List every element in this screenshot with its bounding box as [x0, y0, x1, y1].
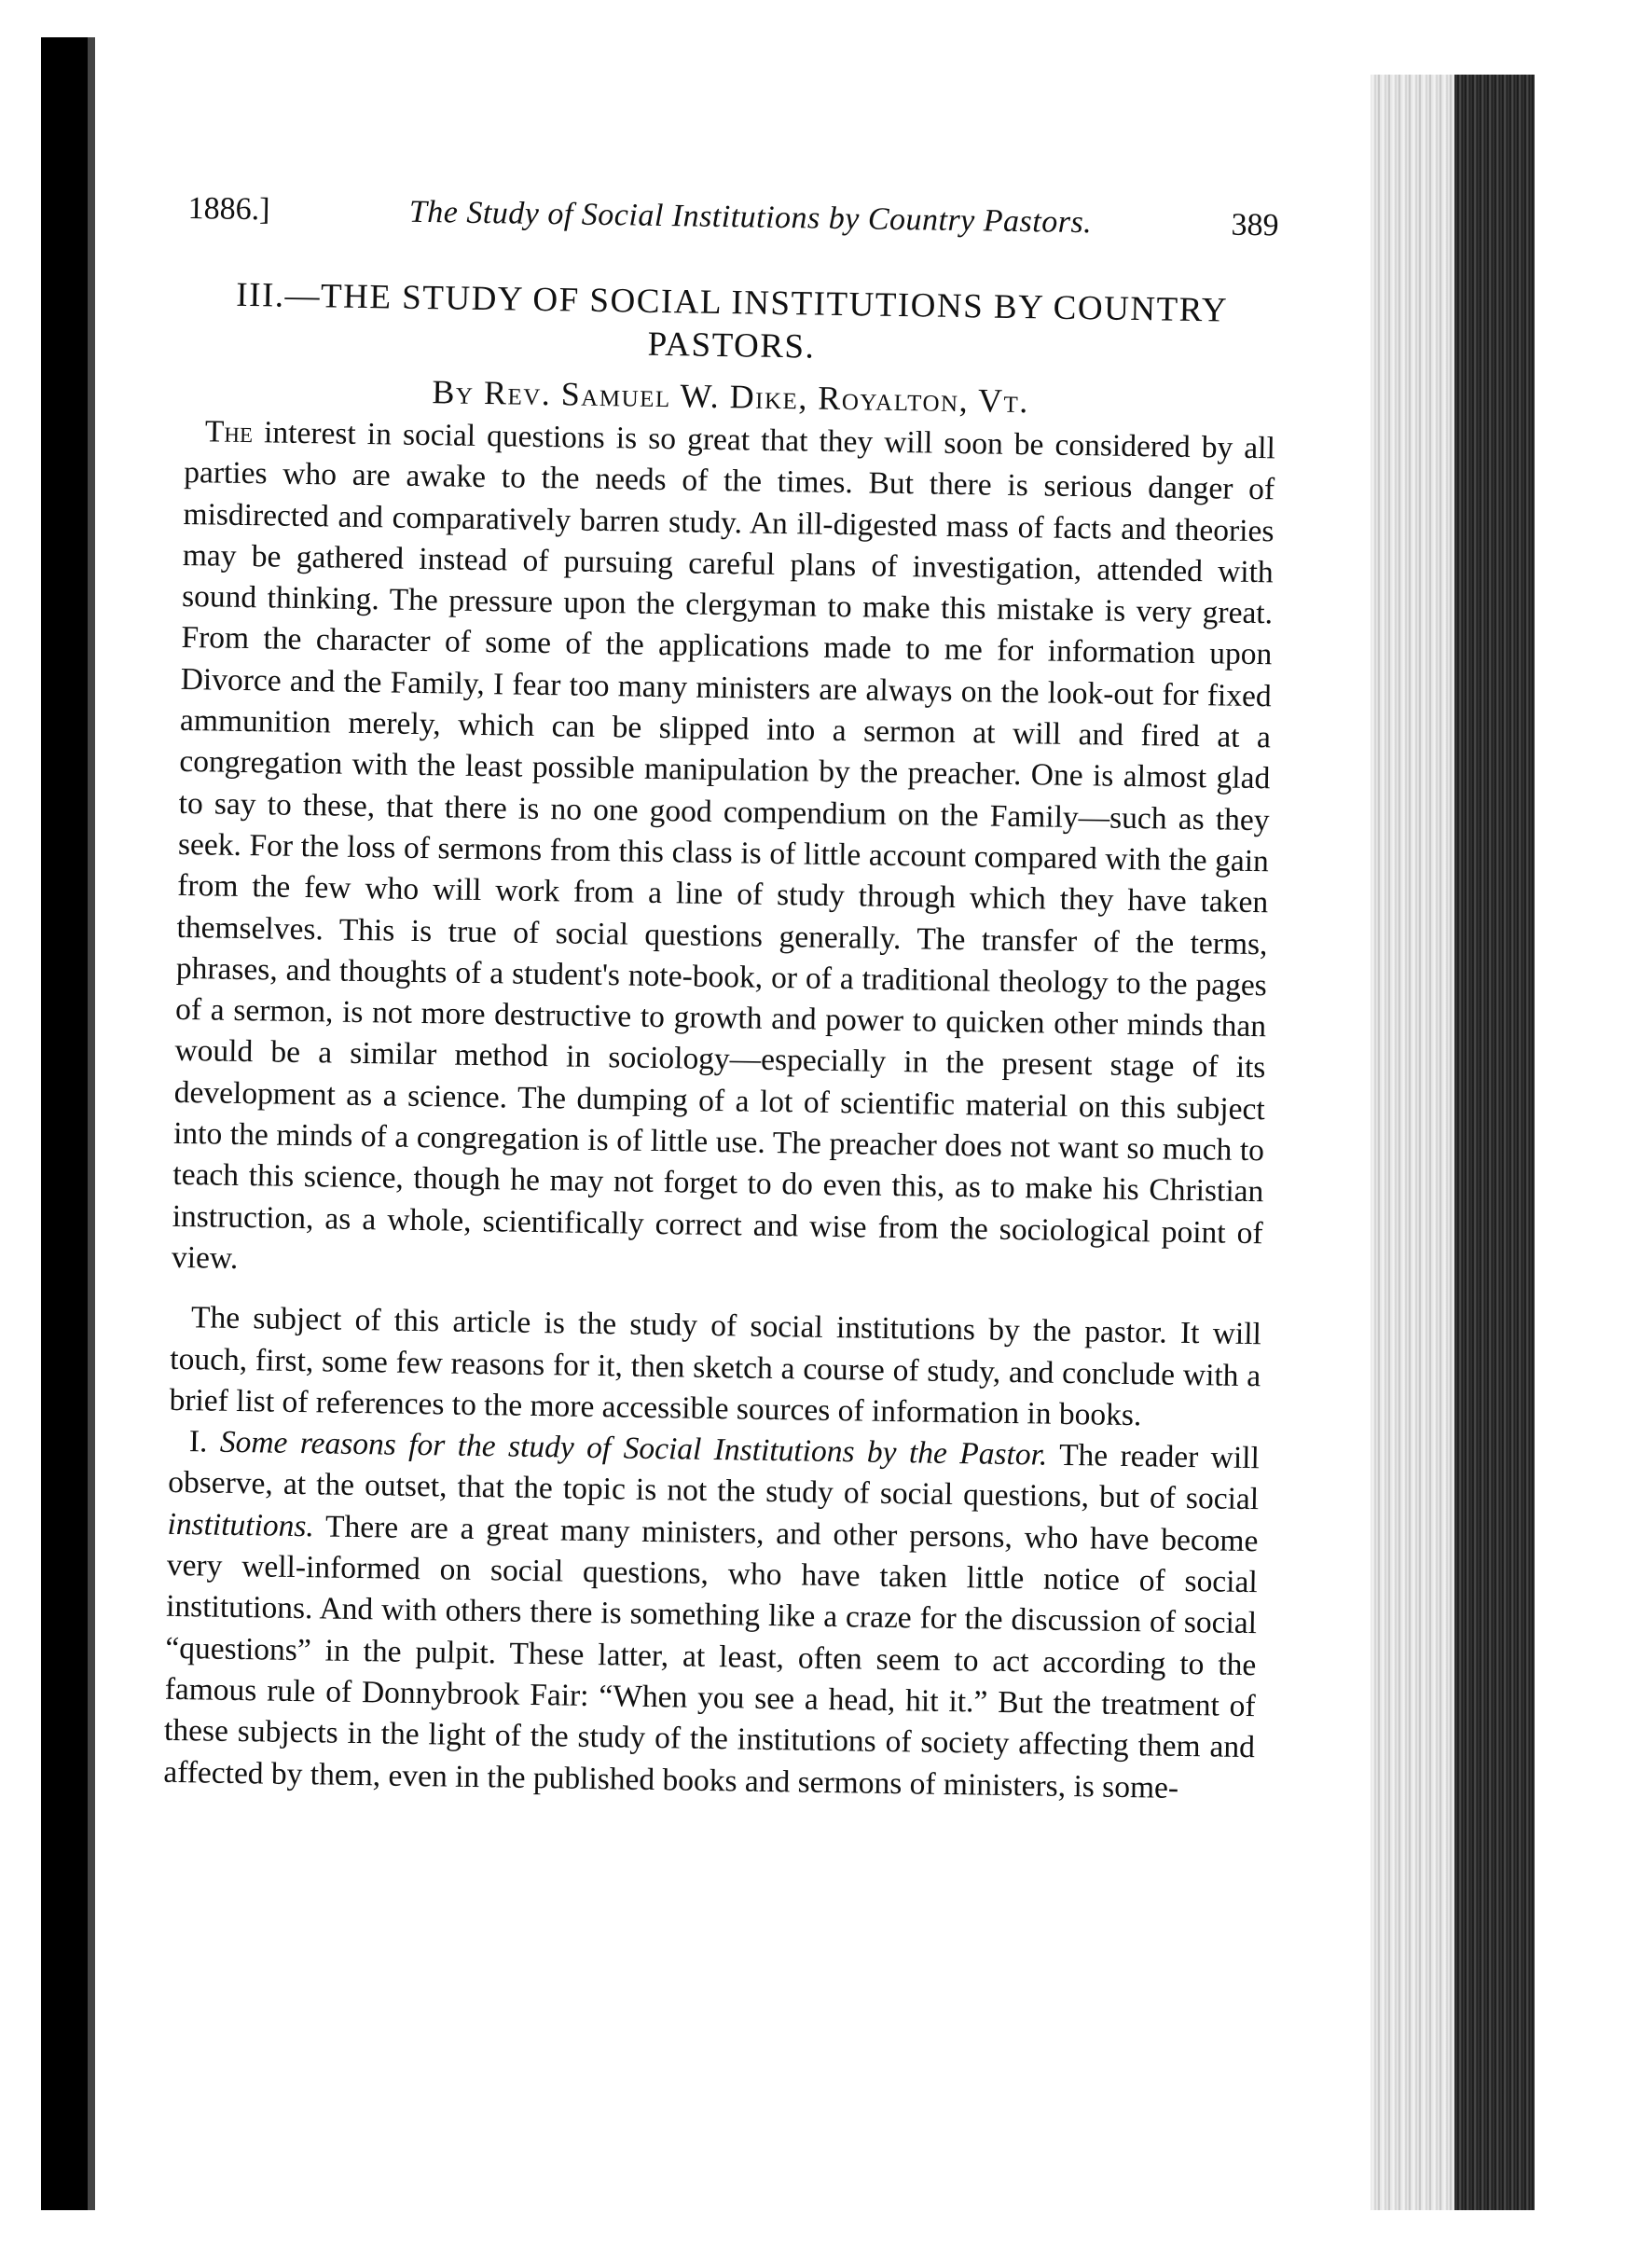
page-content — [163, 191, 1279, 1810]
paragraph-1-lead: The — [204, 414, 254, 450]
running-head-year: 1886.] — [187, 191, 270, 228]
section-heading: Some reasons for the study of Social Institutions by the Pastor. — [219, 1424, 1048, 1473]
running-head-title: The Study of Social Institutions by Country Pastors. — [408, 194, 1093, 241]
paragraph-2: The subject of this article is the study of social institutions by the pastor. It will touch, first, some few reasons for it, then sketch a course of study, and conclude with a brief list of references to the more accessible sources of information in books. — [169, 1300, 1262, 1433]
paragraph-1 — [172, 411, 1275, 1295]
paragraph-3 — [163, 1421, 1260, 1810]
book-page — [95, 37, 1371, 2210]
binding-edge — [88, 37, 95, 2210]
paragraph-3-emphasis: institutions. — [167, 1506, 315, 1544]
paragraph-3-text-b: There are a great many ministers, and other persons, who have become very well-informed on social questions, who have taken little notice of social institutions. And with others there is something like a craze for the discussion of social “questions” in the pulpit. These latter, at least, often seem to act according to the famous rule of Donnybrook Fair: “When you see a head, hit it.” But the treatment of these subjects in the light of the study of the institutions of society affecting them and affected by them, even in the published books and sermons of ministers, is some- — [163, 1509, 1259, 1805]
article-byline: By Rev. Samuel W. Dike, Royalton, Vt. — [432, 373, 1030, 421]
page-edges-dark — [1454, 75, 1535, 2210]
running-head — [187, 191, 1279, 264]
book-binding — [41, 37, 88, 2210]
paragraph-1-text: interest in social questions is so great that they will soon be considered by all parties who are awake to the needs of the times. But there is serious danger of misdirected and comparatively barren study. An ill-digested mass of facts and theories may be gathered instead of pursuing careful plans of investigation, attended with sound thinking. The pressure upon the clergyman to make this mistake is very great. From the character of some of the applications made to me for information upon Divorce and the Family, I fear too many ministers are always on the look-out for fixed ammunition merely, which can be slipped into a sermon at will and fired at a congregation with the least possible manipulation by the preacher. One is almost glad to say to these, that there is no one good compendium on the Family—such as they seek. For the loss of sermons from this class is of little account compared with the gain from the few who will work from a line of study through which they have taken themselves. This is true of social questions generally. The transfer of the terms, phrases, and thoughts of a student's note-book, or of a traditional theology to the pages of a sermon, is not more destructive to growth and power to quicken other minds than would be a similar method in sociology—especially in the present stage of its development as a science. The dumping of a lot of scientific material on this subject into the minds of a congregation is of little use. The preacher does not want so much to teach this science, though he may not forget to do even this, as to make his Christian instruction, as a whole, scientifically correct and wise from the sociological point of view. — [171, 415, 1276, 1276]
article-title: III.—THE STUDY OF SOCIAL INSTITUTIONS BY COUNTRY PASTORS. — [236, 275, 1229, 366]
paragraph-3-text-a: The reader will observe, at the outset, that the topic is not the study of social questions, but of social — [167, 1437, 1261, 1517]
section-number: I. — [188, 1424, 221, 1459]
page-number: 389 — [1231, 207, 1279, 243]
